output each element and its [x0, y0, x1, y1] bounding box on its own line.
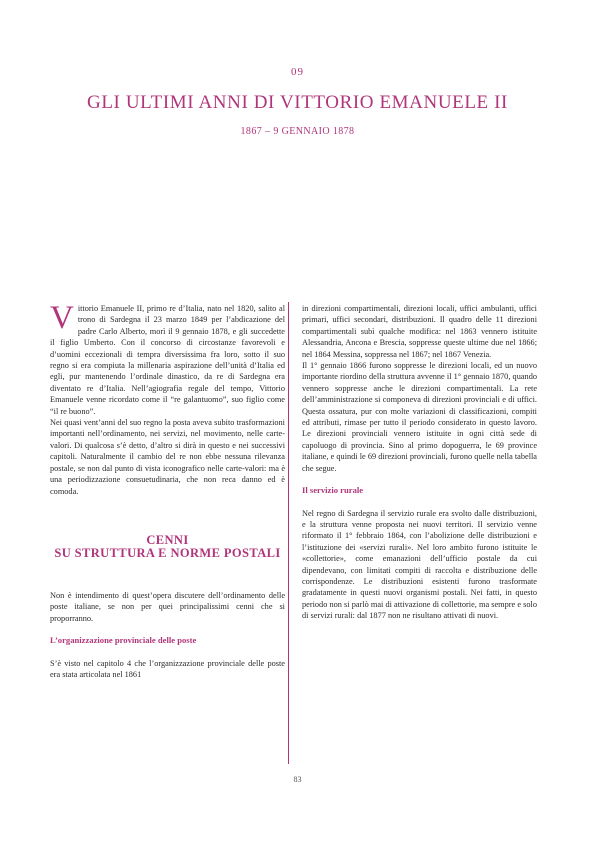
- spacer: [302, 474, 537, 485]
- right-paragraph-1: in direzioni compartimentali, direzioni locali, uffici ambulanti, uffici primari, uffici secondari, distribuzioni. Il quadro delle 11 direzioni compartimentali subì qualche modifica: nel 1863 vennero istituite Alessandria, Ancona e Brescia, soppresse queste ultime due nel 1866; nel 1864 Messina, soppressa nel 1867; nel 1867 Venezia.: [302, 304, 537, 359]
- right-paragraph-2: Il 1° gennaio 1866 furono soppresse le direzioni locali, ed un nuovo importante riordino della struttura avvenne il 1° gennaio 1870, quando vennero soppresse anche le direzioni compartimentali. La rete dell’amministrazione si componeva di direzioni provinciali e di uffici. Questa ossatura, pur con molte variazioni di classificazioni, compiti ed attributi, rimase per tutto il periodo considerato in questo lavoro. Le direzioni provinciali vennero istituite in ogni città sede di capoluogo di provincia. Sino al primo dopoguerra, le 69 province italiane, e quindi le 69 direzioni provinciali, furono quelle nella tabella che segue.: [302, 361, 537, 473]
- right-paragraph-3: Nel regno di Sardegna il servizio rurale era svolto dalle distribuzioni, e la struttura venne proposta nei nuovi territori. Il servizio venne riformato il 1° febbraio 1864, con l’abolizione delle distribuzioni e l’istituzione dei «servizi rurali». Nel loro ambito furono istituite le «collettorie», come emanazioni dell’ufficio postale da cui dipendevano, con limitati compiti di raccolta e distribuzione delle corrispondenze. Le distribuzioni esistenti furono trasformate gradatamente in questi nuovi organismi postali. Nei fatti, in questo periodo non si parlò mai di attivazione di collettorie, ma sempre e solo di servizi rurali: dal 1877 non ne risultano attivati di nuovi.: [302, 508, 537, 621]
- chapter-title: GLI ULTIMI ANNI DI VITTORIO EMANUELE II: [87, 92, 508, 113]
- intro-paragraph-1-text: ittorio Emanuele II, primo re d’Italia, nato nel 1820, salito al trono di Sardegna il 23 marzo 1849 per l’abdicazione del padre Carlo Alberto, morì il 9 gennaio 1878, e gli succedette il figlio Umberto. Con il concorso di circostanze favorevoli e d’uomini eccezionali di tempra diversissima fra loro, sotto il suo regno si era compiuta la millenaria aspirazione dell’unità d’Italia ed egli, pur mantenendo l’ordinale dinastico, da re di Sardegna era diventato re d’Italia. Nell’agiografia regale del tempo, Vittorio Emanuele venne ricordato come il “re galantuomo”, suo figlio come “il re buono”.: [50, 304, 285, 416]
- left-column: [50, 300, 285, 680]
- spacer: [50, 647, 285, 658]
- page-number: 83: [293, 775, 302, 784]
- intro-paragraph-2: Nei quasi vent’anni del suo regno la posta aveva subito trasformazioni importanti nell’ordinamento, nei servizi, nel movimento, nelle carte-valori. Di qualcosa s’è detto, d’altro si dirà in questo e nei successivi capitoli. Naturalmente il cambio del re non ebbe nessuna rilevanza postale, se non dal punto di vista iconografico nelle carte-valori: ma è una periodizzazione consuetudinaria, che non reca danno ed è comoda.: [50, 418, 285, 496]
- column-divider: [288, 302, 289, 764]
- organizzazione-paragraph: S’è visto nel capitolo 4 che l’organizzazione provinciale delle poste era stata articolata nel 1861: [50, 658, 285, 679]
- section-title-line-2: SU STRUTTURA E NORME POSTALI: [54, 545, 281, 560]
- chapter-number: 09: [291, 66, 304, 78]
- section-title-line-1: CENNI: [146, 532, 189, 547]
- right-column: [302, 303, 537, 622]
- section-intro-paragraph: Non è intendimento di quest’opera discutere dell’ordinamento delle poste italiane, se non per quei principalissimi cenni che si proporranno.: [50, 590, 285, 623]
- spacer: [302, 497, 537, 508]
- subheading-servizio-rurale: Il servizio rurale: [302, 485, 364, 496]
- chapter-dates: 1867 – 9 GENNAIO 1878: [240, 126, 355, 137]
- spacer: [50, 624, 285, 635]
- subheading-organizzazione: L’organizzazione provinciale delle poste: [50, 635, 197, 646]
- drop-cap: V: [50, 300, 74, 336]
- intro-paragraph-1: [50, 300, 285, 417]
- spacer: [50, 497, 285, 534]
- spacer: [50, 560, 285, 590]
- section-title: [50, 534, 285, 560]
